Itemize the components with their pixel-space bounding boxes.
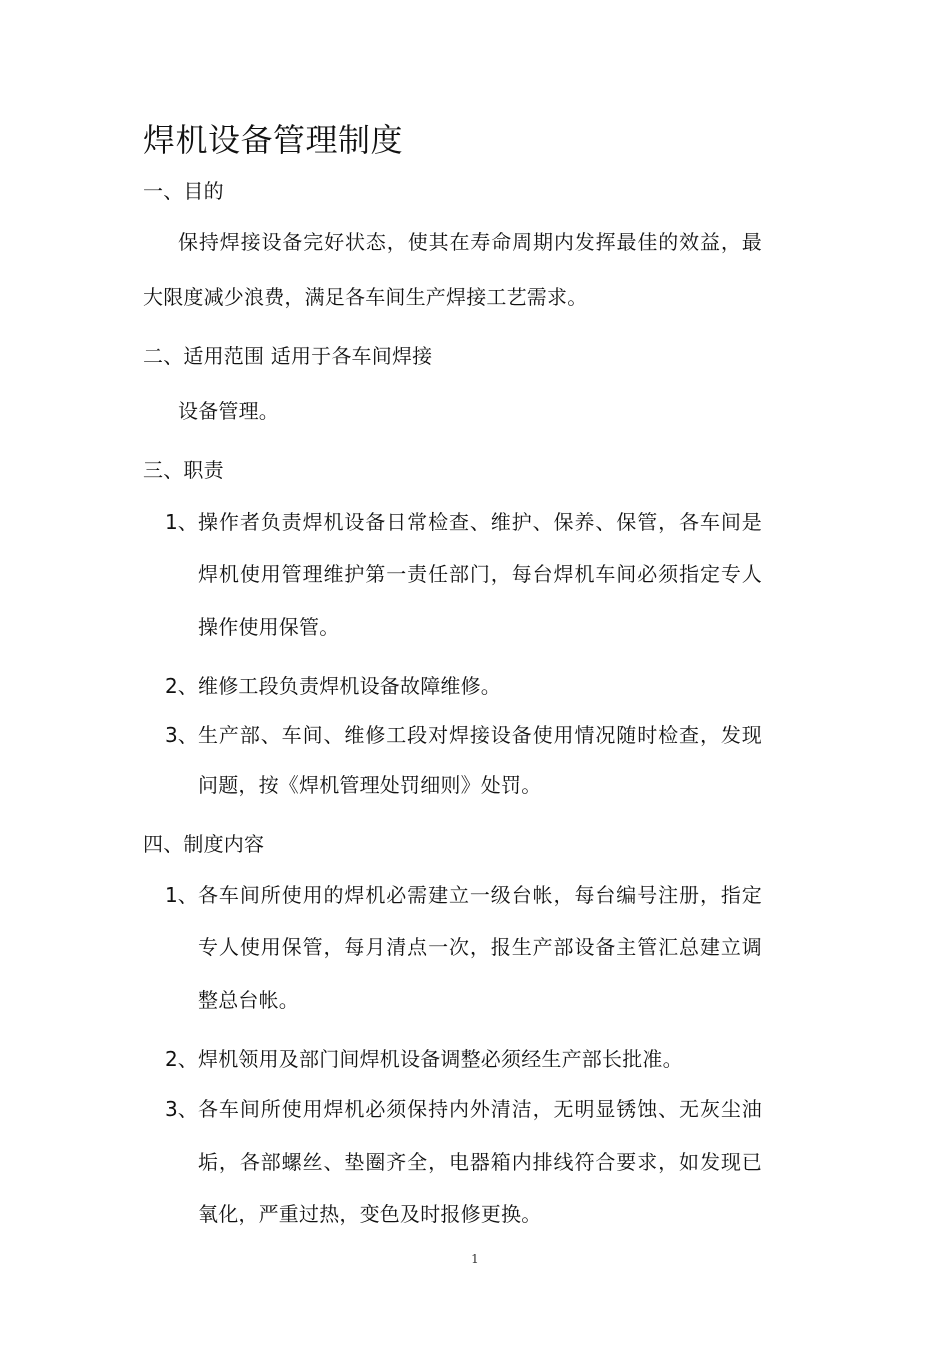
page-number: 1 <box>471 1252 479 1266</box>
content-item-3-line-3: 氧化，严重过热，变色及时报修更换。 <box>198 1202 542 1226</box>
duty-item-2-number: 2、 <box>165 674 198 698</box>
content-item-1-number: 1、 <box>165 883 198 907</box>
content-item-1-line-3: 整总台帐。 <box>198 988 299 1012</box>
duty-item-3-line-2: 问题，按《焊机管理处罚细则》处罚。 <box>198 773 542 797</box>
duty-item-1-line-3: 操作使用保管。 <box>198 615 340 639</box>
duty-item-1-line-1-text: 操作者负责焊机设备日常检查、维护、保养、保管，各车间是 <box>198 510 762 534</box>
duty-item-1-line-2-text: 焊机使用管理维护第一责任部门，每台焊机车间必须指定专人 <box>198 562 762 586</box>
section-heading-duties: 三、职责 <box>143 458 224 482</box>
content-item-3-line-2-text: 垢，各部螺丝、垫圈齐全，电器箱内排线符合要求，如发现已 <box>198 1150 762 1174</box>
duty-item-3-line-1-text: 生产部、车间、维修工段对焊接设备使用情况随时检查，发现 <box>198 723 762 747</box>
content-item-3-line-1 <box>198 1095 762 1123</box>
purpose-text-line-1 <box>178 228 762 256</box>
section-heading-content: 四、制度内容 <box>143 832 265 856</box>
duty-item-1-line-1 <box>198 508 762 536</box>
duty-item-1-number: 1、 <box>165 510 198 534</box>
duty-item-1-line-2 <box>198 560 762 588</box>
content-item-2-line-1: 焊机领用及部门间焊机设备调整必须经生产部长批准。 <box>198 1047 683 1071</box>
content-item-1-line-1 <box>198 881 762 909</box>
section-heading-purpose: 一、目的 <box>143 179 224 203</box>
content-item-1-line-1-text: 各车间所使用的焊机必需建立一级台帐，每台编号注册，指定 <box>198 883 762 907</box>
purpose-text-line-2: 大限度减少浪费，满足各车间生产焊接工艺需求。 <box>143 285 588 309</box>
content-item-3-line-2 <box>198 1148 762 1176</box>
content-item-3-line-1-text: 各车间所使用焊机必须保持内外清洁，无明显锈蚀、无灰尘油 <box>198 1097 762 1121</box>
duty-item-3-line-1 <box>198 721 762 749</box>
content-item-1-line-2-text: 专人使用保管，每月清点一次，报生产部设备主管汇总建立调 <box>198 935 762 959</box>
content-item-3-number: 3、 <box>165 1097 198 1121</box>
document-title: 焊机设备管理制度 <box>143 121 404 159</box>
content-item-2-number: 2、 <box>165 1047 198 1071</box>
scope-text-line-1: 设备管理。 <box>178 399 279 423</box>
section-heading-scope: 二、适用范围 适用于各车间焊接 <box>143 344 433 368</box>
duty-item-2-line-1: 维修工段负责焊机设备故障维修。 <box>198 674 501 698</box>
purpose-line-1-text: 保持焊接设备完好状态，使其在寿命周期内发挥最佳的效益，最 <box>178 230 762 254</box>
content-item-1-line-2 <box>198 933 762 961</box>
duty-item-3-number: 3、 <box>165 723 198 747</box>
